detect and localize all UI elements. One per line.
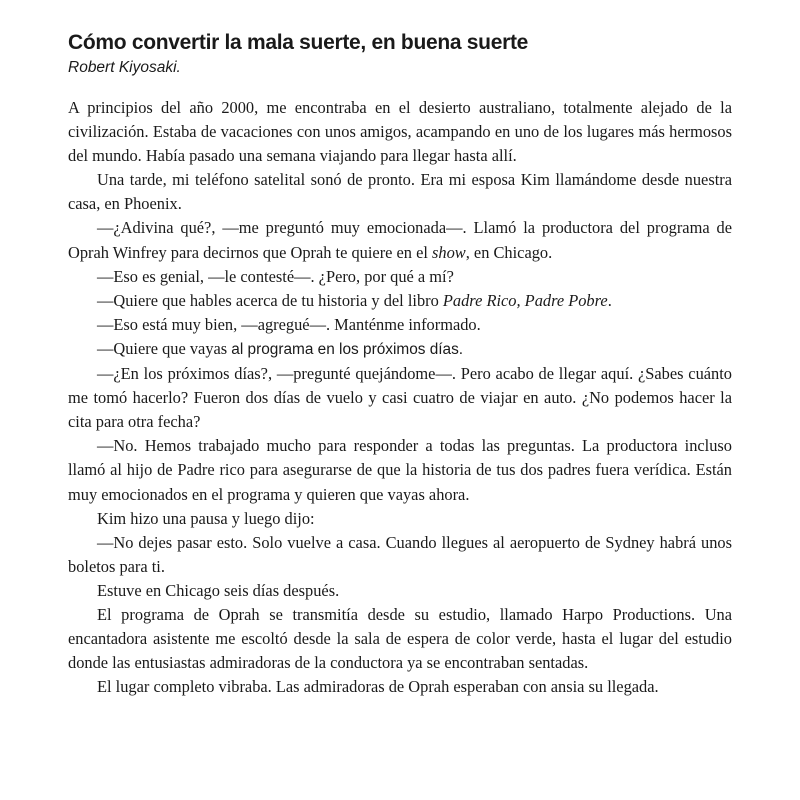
paragraph: —¿Adivina qué?, —me preguntó muy emocionada—. Llamó la productora del programa de Oprah Winfrey para decirnos que Oprah te quiere en el show, en Chicago. bbox=[68, 218, 732, 262]
paragraph: Una tarde, mi teléfono satelital sonó de pronto. Era mi esposa Kim llamándome desde nuestra casa, en Phoenix. bbox=[68, 170, 732, 214]
article-title: Cómo convertir la mala suerte, en buena suerte bbox=[68, 31, 529, 54]
paragraph: —No dejes pasar esto. Solo vuelve a casa. Cuando llegues al aeropuerto de Sydney habrá unos boletos para ti. bbox=[68, 532, 732, 576]
paragraph: —Eso está muy bien, —agregué—. Manténme informado. bbox=[97, 314, 481, 334]
sans-text: al programa en los próximos días. bbox=[231, 340, 464, 358]
paragraph: El lugar completo vibraba. Las admiradoras de Oprah esperaban con ansia su llegada. bbox=[97, 677, 659, 697]
paragraph: El programa de Oprah se transmitía desde su estudio, llamado Harpo Productions. Una encantadora asistente me escoltó desde la sala de espera de color verde, hasta el lugar del estudio donde las entusiastas admiradoras de la conductora ya se encontraban sentadas. bbox=[68, 604, 732, 673]
italic-book-title: Padre Rico, Padre Pobre bbox=[442, 290, 608, 310]
paragraph: A principios del año 2000, me encontraba en el desierto australiano, totalmente alejado de la civilización. Estaba de vacaciones con unos amigos, acampando en uno de los lugares más hermosos del mundo. Había pasado una semana viajando para llegar hasta allí. bbox=[68, 98, 732, 166]
italic-text: show bbox=[432, 242, 466, 262]
paragraph: —Quiere que hables acerca de tu historia y del libro Padre Rico, Padre Pobre. bbox=[97, 290, 612, 310]
paragraph: —Quiere que vayas al programa en los próximos días. bbox=[97, 338, 464, 358]
paragraph: Estuve en Chicago seis días después. bbox=[97, 580, 340, 600]
article-author: Robert Kiyosaki. bbox=[68, 59, 181, 76]
article-body bbox=[68, 96, 732, 699]
paragraph: —¿En los próximos días?, —pregunté quejándome—. Pero acabo de llegar aquí. ¿Sabes cuánto me tomó hacerlo? Fueron dos días de vuelo y casi cuatro de viajar en auto. ¿No podemos hacer la cita para otra fecha? bbox=[68, 364, 732, 432]
document-page bbox=[68, 30, 732, 699]
paragraph: —Eso es genial, —le contesté—. ¿Pero, por qué a mí? bbox=[97, 266, 454, 286]
paragraph: —No. Hemos trabajado mucho para responder a todas las preguntas. La productora incluso llamó al hijo de Padre rico para asegurarse de que la historia de tus dos padres fuera verídica. Están muy emocionados en el programa y quieren que vayas ahora. bbox=[68, 436, 732, 504]
paragraph: Kim hizo una pausa y luego dijo: bbox=[97, 508, 315, 528]
